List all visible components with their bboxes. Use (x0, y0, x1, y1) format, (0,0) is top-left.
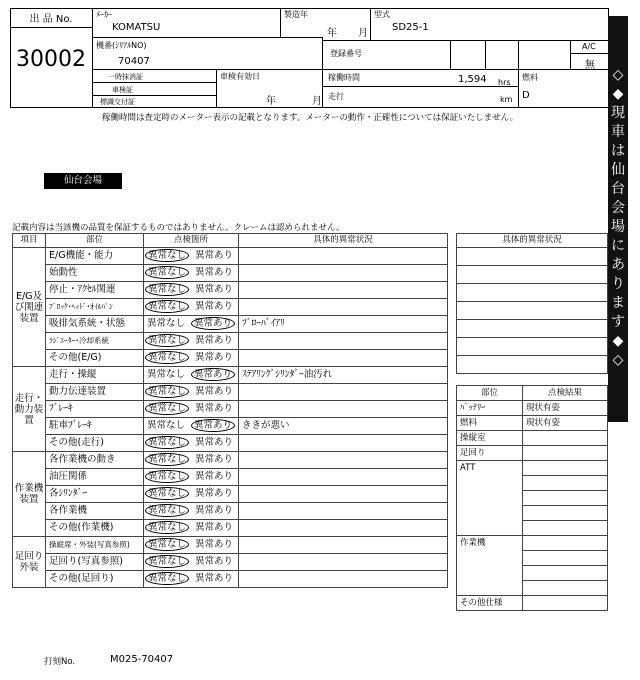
part-cell: 始動性 (46, 265, 144, 282)
normal-option: 異常なし (145, 470, 189, 483)
table-row (13, 282, 448, 299)
part-cell: 各作業機の動き (46, 452, 144, 469)
header-category: 項目 (13, 234, 46, 248)
result-part-fuel: 燃料 (457, 416, 523, 431)
abnormal-option: 異常あり (191, 317, 235, 330)
abnormal-option: 異常あり (195, 505, 234, 516)
category-cell: E/G及び関連装置 (13, 248, 46, 367)
part-cell: その他(走行) (46, 435, 144, 452)
spot-cell (144, 367, 239, 384)
result-value-cabin (523, 431, 608, 446)
hours-label: 稼働時間 (328, 73, 360, 82)
abnormal-option: 異常あり (195, 488, 234, 499)
abnormal-option: 異常あり (195, 471, 234, 482)
side-banner-text: ◇◆現車は仙台会場にあります◆◇ (611, 67, 625, 368)
table-row (13, 469, 448, 486)
table-row (13, 401, 448, 418)
detail-cell (239, 452, 448, 469)
month-unit: 月 (358, 28, 368, 39)
detail-cell (239, 282, 448, 299)
normal-option: 異常なし (145, 453, 189, 466)
maker-label: ﾒｰｶｰ (96, 10, 112, 19)
result-value-battery: 現状有姿 (523, 401, 608, 416)
detail-cell (239, 554, 448, 571)
abnormal-option: 異常あり (195, 284, 234, 295)
table-row (13, 537, 448, 554)
detail-cell (239, 571, 448, 588)
travel-label: 走行 (328, 92, 344, 101)
normal-option: 異常なし (145, 402, 189, 415)
results-header-part: 部位 (457, 386, 523, 401)
detail-cell (239, 435, 448, 452)
part-cell: 油圧関係 (46, 469, 144, 486)
abnormal-option: 異常あり (191, 419, 235, 432)
normal-option: 異常なし (145, 436, 189, 449)
side-banner (608, 16, 628, 422)
detail-cell (239, 248, 448, 265)
detail-cell (239, 384, 448, 401)
part-cell: 吸排気系統・状態 (46, 316, 144, 333)
result-part-undercarriage: 足回り (457, 446, 523, 461)
category-cell: 作業機装置 (13, 452, 46, 537)
spot-cell (144, 350, 239, 367)
category-cell: 走行・動力装置 (13, 367, 46, 452)
spot-cell (144, 469, 239, 486)
right-detail-row (457, 248, 608, 266)
abnormal-option: 異常あり (195, 403, 234, 414)
serial-value: 70407 (118, 56, 150, 67)
right-detail-table (456, 233, 608, 374)
spot-cell (144, 486, 239, 503)
part-cell: 停止・ｱｸｾﾙ関連 (46, 282, 144, 299)
result-part-att: ATT (457, 461, 523, 536)
right-detail-row (457, 266, 608, 284)
abnormal-option: 異常あり (195, 539, 234, 550)
lot-number: 30002 (16, 47, 86, 72)
inspection-month-unit: 月 (312, 96, 322, 107)
registration-label: 登録番号 (330, 49, 362, 58)
normal-option: 異常なし (145, 351, 189, 364)
normal-option: 異常なし (145, 504, 189, 517)
part-cell: 駐車ﾌﾞﾚｰｷ (46, 418, 144, 435)
detail-cell: ききが悪い (239, 418, 448, 435)
normal-option: 異常なし (145, 385, 189, 398)
part-cell: 足回り(写真参照) (46, 554, 144, 571)
table-row (13, 452, 448, 469)
inspection-year-unit: 年 (266, 96, 276, 107)
stamp-number: M025-70407 (110, 654, 174, 665)
hours-value: 1,594 (458, 74, 487, 85)
part-cell: その他(足回り) (46, 571, 144, 588)
spot-cell (144, 435, 239, 452)
normal-option: 異常なし (145, 555, 189, 568)
right-detail-header: 具体的異常状況 (457, 234, 608, 248)
ac-value: 無 (585, 60, 595, 71)
spot-cell (144, 503, 239, 520)
abnormal-option: 異常あり (191, 368, 235, 381)
fuel-label: 燃料 (522, 73, 538, 82)
table-row (13, 520, 448, 537)
header-spot: 点検箇所 (144, 234, 239, 248)
part-cell: 各ｼﾘﾝﾀﾞｰ (46, 486, 144, 503)
detail-cell (239, 469, 448, 486)
abnormal-option: 異常あり (195, 437, 234, 448)
result-part-battery: ﾊﾞｯﾃﾘｰ (457, 401, 523, 416)
fuel-value: D (522, 90, 530, 101)
detail-cell (239, 333, 448, 350)
part-cell: 操縦席・外装(写真参照) (46, 537, 144, 554)
spot-cell (144, 418, 239, 435)
result-part-other: その他仕様 (457, 596, 523, 611)
normal-option: 異常なし (145, 283, 189, 296)
table-row (13, 384, 448, 401)
table-row (13, 350, 448, 367)
result-value-fuel: 現状有姿 (523, 416, 608, 431)
normal-option: 異常なし (145, 538, 189, 551)
part-cell: 走行・操縦 (46, 367, 144, 384)
model-label: 型式 (374, 10, 390, 19)
hours-unit: hrs (498, 78, 511, 87)
normal-option: 異常なし (147, 369, 186, 380)
abnormal-option: 異常あり (195, 522, 234, 533)
right-detail-row (457, 338, 608, 356)
part-cell: その他(E/G) (46, 350, 144, 367)
abnormal-option: 異常あり (195, 301, 234, 312)
serial-label: 機番(ｼﾘｱﾙNO) (96, 41, 147, 50)
table-row (13, 333, 448, 350)
spot-cell (144, 571, 239, 588)
spot-cell (144, 282, 239, 299)
table-row (13, 486, 448, 503)
abnormal-option: 異常あり (195, 267, 234, 278)
spot-cell (144, 401, 239, 418)
detail-cell (239, 520, 448, 537)
right-detail-row (457, 302, 608, 320)
temp-cert-label: 一時抹消証 (108, 73, 143, 81)
detail-cell: ｽﾃｱﾘﾝｸﾞｼﾘﾝﾀﾞｰ油汚れ (239, 367, 448, 384)
part-cell: 各作業機 (46, 503, 144, 520)
normal-option: 異常なし (145, 334, 189, 347)
abnormal-option: 異常あり (195, 573, 234, 584)
result-part-cabin: 操縦室 (457, 431, 523, 446)
spot-cell (144, 316, 239, 333)
hours-note: 稼働時間は査定時のメーター表示の記載となります。メーターの動作・正確性については保証いたしません。 (102, 113, 519, 123)
normal-option: 異常なし (147, 318, 186, 329)
spot-cell (144, 299, 239, 316)
normal-option: 異常なし (145, 572, 189, 585)
spot-cell (144, 265, 239, 282)
header-detail: 具体的異常状況 (239, 234, 448, 248)
disclaimer: 記載内容は当該機の品質を保証するものではありません。クレームは認められません。 (12, 223, 345, 233)
spot-cell (144, 248, 239, 265)
abnormal-option: 異常あり (195, 454, 234, 465)
detail-cell (239, 486, 448, 503)
mark-cert-label: 標識交付証 (100, 98, 135, 106)
results-header-result: 点検結果 (523, 386, 608, 401)
table-row (13, 367, 448, 384)
part-cell: ﾌﾞﾚｰｷ (46, 401, 144, 418)
detail-cell (239, 537, 448, 554)
table-row (13, 316, 448, 333)
part-cell: E/G機能・能力 (46, 248, 144, 265)
table-row (13, 248, 448, 265)
table-row (13, 503, 448, 520)
table-row (13, 299, 448, 316)
result-part-work: 作業機 (457, 536, 523, 596)
lot-label: 出 品 No. (29, 14, 73, 25)
ac-label: A/C (582, 42, 596, 51)
abnormal-option: 異常あり (195, 556, 234, 567)
part-cell: ﾌﾞﾛｯｸ･ﾍｯﾄﾞ･ｵｲﾙﾊﾟﾝ (46, 299, 144, 316)
inspection-date-label: 車検有効日 (220, 72, 260, 81)
normal-option: 異常なし (147, 420, 186, 431)
header-part: 部位 (46, 234, 144, 248)
abnormal-option: 異常あり (195, 386, 234, 397)
detail-cell (239, 401, 448, 418)
result-value-undercarriage (523, 446, 608, 461)
right-detail-row (457, 284, 608, 302)
model-value: SD25-1 (392, 22, 429, 33)
abnormal-option: 異常あり (195, 250, 234, 261)
part-cell: 動力伝達装置 (46, 384, 144, 401)
table-row (13, 265, 448, 282)
table-row (13, 418, 448, 435)
year-label: 製造年 (284, 10, 308, 19)
inspection-table (12, 233, 448, 588)
km-unit: km (500, 95, 513, 104)
normal-option: 異常なし (145, 487, 189, 500)
spot-cell (144, 384, 239, 401)
year-unit: 年 (327, 28, 337, 39)
normal-option: 異常なし (145, 266, 189, 279)
maker-value: KOMATSU (112, 22, 161, 33)
spot-cell (144, 333, 239, 350)
stamp-label: 打刻No. (44, 657, 76, 667)
table-row (13, 571, 448, 588)
spot-cell (144, 537, 239, 554)
detail-cell (239, 350, 448, 367)
detail-cell (239, 265, 448, 282)
detail-cell (239, 503, 448, 520)
venue-badge: 仙台会場 (44, 173, 122, 189)
table-row (13, 435, 448, 452)
vehicle-cert-label: 車検証 (112, 86, 133, 94)
part-cell: その他(作業機) (46, 520, 144, 537)
abnormal-option: 異常あり (195, 335, 234, 346)
spot-cell (144, 554, 239, 571)
table-row (13, 554, 448, 571)
part-cell: ﾗｼﾞｴｰﾀｰ･冷却系統 (46, 333, 144, 350)
normal-option: 異常なし (145, 521, 189, 534)
normal-option: 異常なし (145, 300, 189, 313)
spot-cell (144, 452, 239, 469)
results-table (456, 385, 608, 611)
normal-option: 異常なし (145, 249, 189, 262)
detail-cell (239, 299, 448, 316)
spot-cell (144, 520, 239, 537)
category-cell: 足回り外装 (13, 537, 46, 588)
right-detail-row (457, 356, 608, 374)
right-detail-row (457, 320, 608, 338)
abnormal-option: 異常あり (195, 352, 234, 363)
detail-cell: ﾌﾞﾛｰﾊﾞｲｱﾘ (239, 316, 448, 333)
